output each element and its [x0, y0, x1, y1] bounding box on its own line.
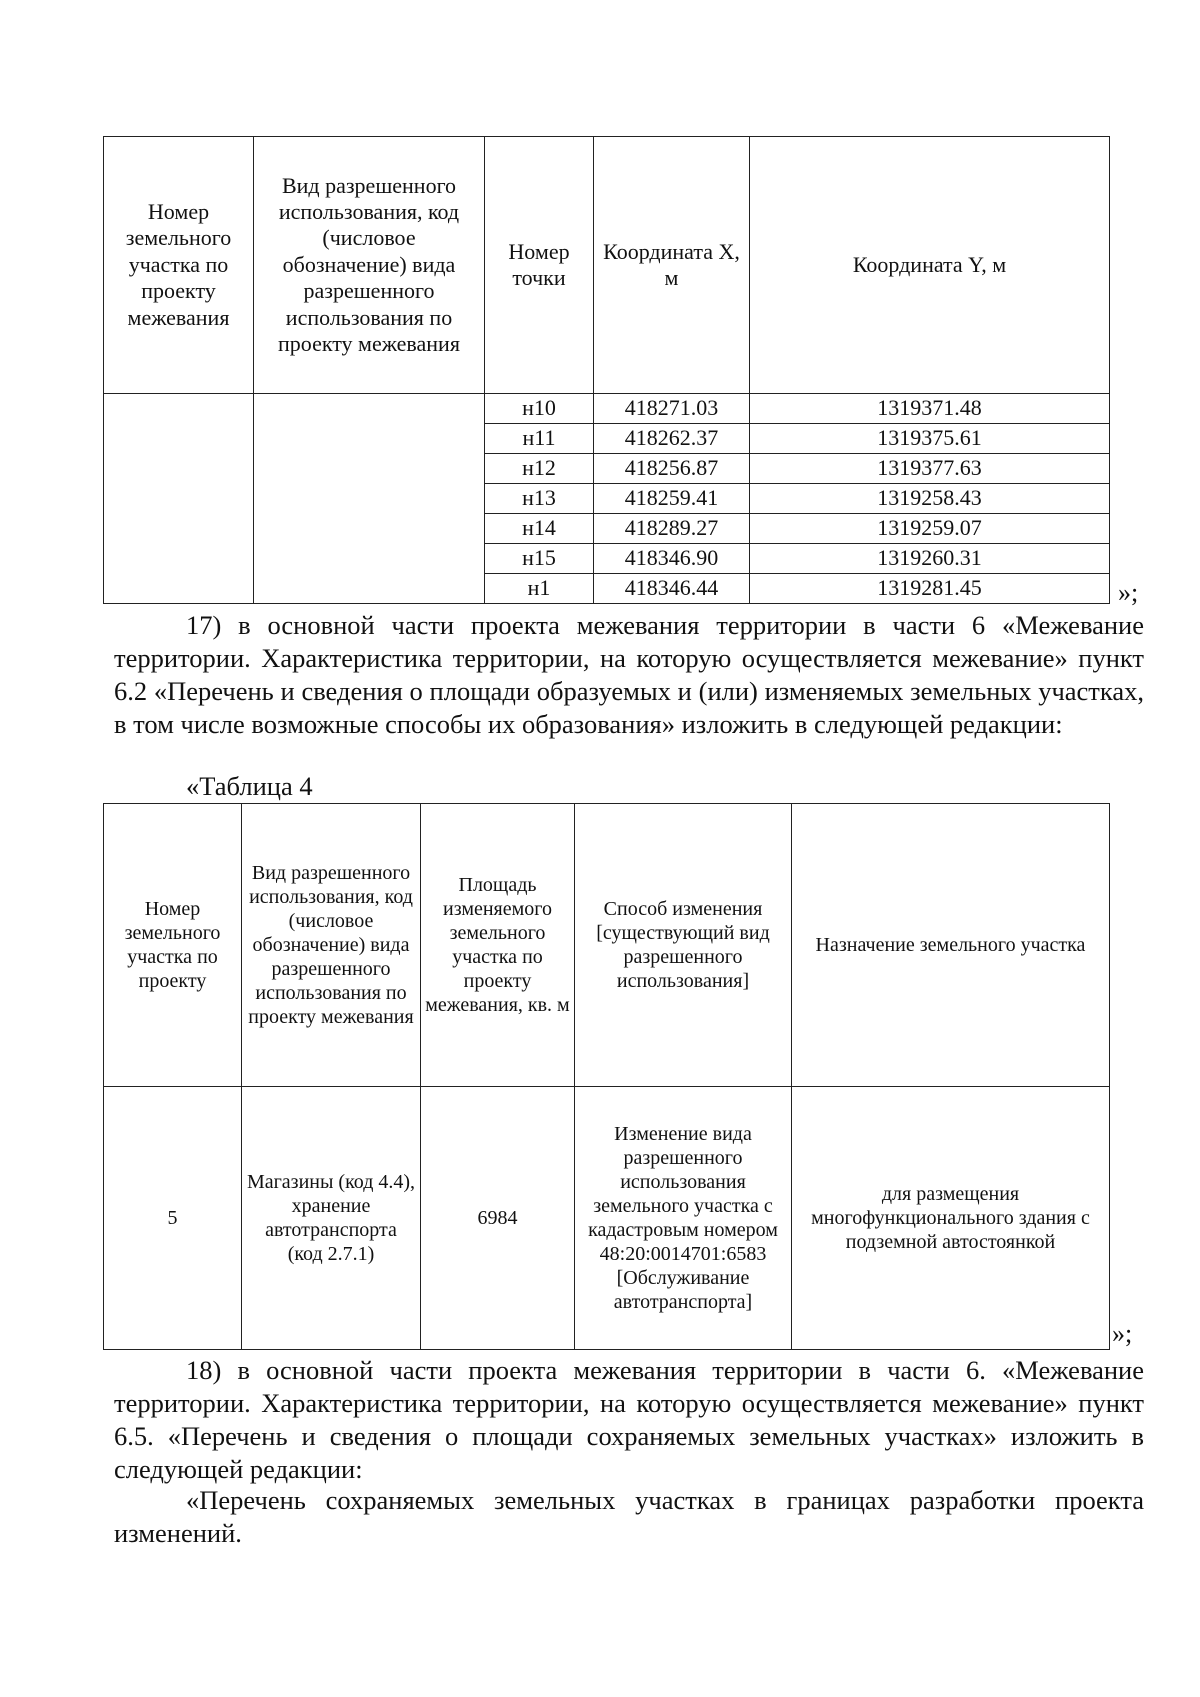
- use-type: Магазины (код 4.4), хранение автотранспорта (код 2.7.1): [242, 1087, 421, 1350]
- table-row: [104, 394, 1110, 424]
- header-use-type: Вид разрешенного использования, код (числовое обозначение) вида разрешенного использования по проекту межевания: [254, 137, 485, 394]
- table-row: [104, 1087, 1110, 1350]
- header-coord-x: Координата X, м: [594, 137, 750, 394]
- coord-x: 418271.03: [594, 394, 750, 424]
- paragraph-list-title-text: «Перечень сохраняемых земельных участках в границах разработки проекта изменений.: [114, 1485, 1144, 1548]
- coord-x: 418289.27: [594, 514, 750, 544]
- coord-y: 1319377.63: [750, 454, 1110, 484]
- coord-x: 418346.44: [594, 574, 750, 604]
- coord-y: 1319259.07: [750, 514, 1110, 544]
- header-point-number: Номер точки: [485, 137, 594, 394]
- header-coord-y: Координата Y, м: [750, 137, 1110, 394]
- paragraph-17-text: 17) в основной части проекта межевания территории в части 6 «Межевание территории. Характеристика территории, на которую осуществляется межевание» пункт 6.2 «Перечень и сведения о площади образуемых и (или) изменяемых земельных участках, в том числе возможные способы их образования» изложить в следующей редакции:: [114, 610, 1144, 739]
- header-purpose: Назначение земельного участка: [792, 804, 1110, 1087]
- coord-y: 1319260.31: [750, 544, 1110, 574]
- table2-caption: «Таблица 4: [186, 771, 313, 801]
- paragraph-17: [114, 609, 1144, 741]
- table1-closing-quote: »;: [1118, 578, 1139, 607]
- point-number: н14: [485, 514, 594, 544]
- point-number: н11: [485, 424, 594, 454]
- use-type-cell: [254, 394, 485, 604]
- coord-y: 1319281.45: [750, 574, 1110, 604]
- header-area: Площадь изменяемого земельного участка по проекту межевания, кв. м: [421, 804, 575, 1087]
- point-number: н13: [485, 484, 594, 514]
- header-change-method: Способ изменения [существующий вид разрешенного использования]: [575, 804, 792, 1087]
- coordinates-table: [103, 136, 1110, 604]
- coord-x: 418346.90: [594, 544, 750, 574]
- area: 6984: [421, 1087, 575, 1350]
- point-number: н12: [485, 454, 594, 484]
- coord-y: 1319258.43: [750, 484, 1110, 514]
- table-header-row: [104, 137, 1110, 394]
- change-method: Изменение вида разрешенного использования земельного участка с кадастровым номером 48:20:0014701:6583 [Обслуживание автотранспорта]: [575, 1087, 792, 1350]
- coord-x: 418262.37: [594, 424, 750, 454]
- plot-number: 5: [104, 1087, 242, 1350]
- table-header-row: [104, 804, 1110, 1087]
- table2-closing-quote: »;: [1112, 1319, 1133, 1348]
- header-use-type: Вид разрешенного использования, код (числовое обозначение) вида разрешенного использования по проекту межевания: [242, 804, 421, 1087]
- plot-number-cell: [104, 394, 254, 604]
- purpose: для размещения многофункционального здания с подземной автостоянкой: [792, 1087, 1110, 1350]
- header-plot-number: Номер земельного участка по проекту межевания: [104, 137, 254, 394]
- paragraph-list-title: [114, 1484, 1144, 1550]
- coord-y: 1319375.61: [750, 424, 1110, 454]
- coord-x: 418259.41: [594, 484, 750, 514]
- point-number: н1: [485, 574, 594, 604]
- coord-x: 418256.87: [594, 454, 750, 484]
- paragraph-18-text: 18) в основной части проекта межевания территории в части 6. «Межевание территории. Характеристика территории, на которую осуществляется межевание» пункт 6.5. «Перечень и сведения о площади сохраняемых земельных участках» изложить в следующей редакции:: [114, 1355, 1144, 1484]
- paragraph-18: [114, 1354, 1144, 1486]
- point-number: н10: [485, 394, 594, 424]
- point-number: н15: [485, 544, 594, 574]
- plots-table: [103, 803, 1110, 1350]
- header-plot-number: Номер земельного участка по проекту: [104, 804, 242, 1087]
- coord-y: 1319371.48: [750, 394, 1110, 424]
